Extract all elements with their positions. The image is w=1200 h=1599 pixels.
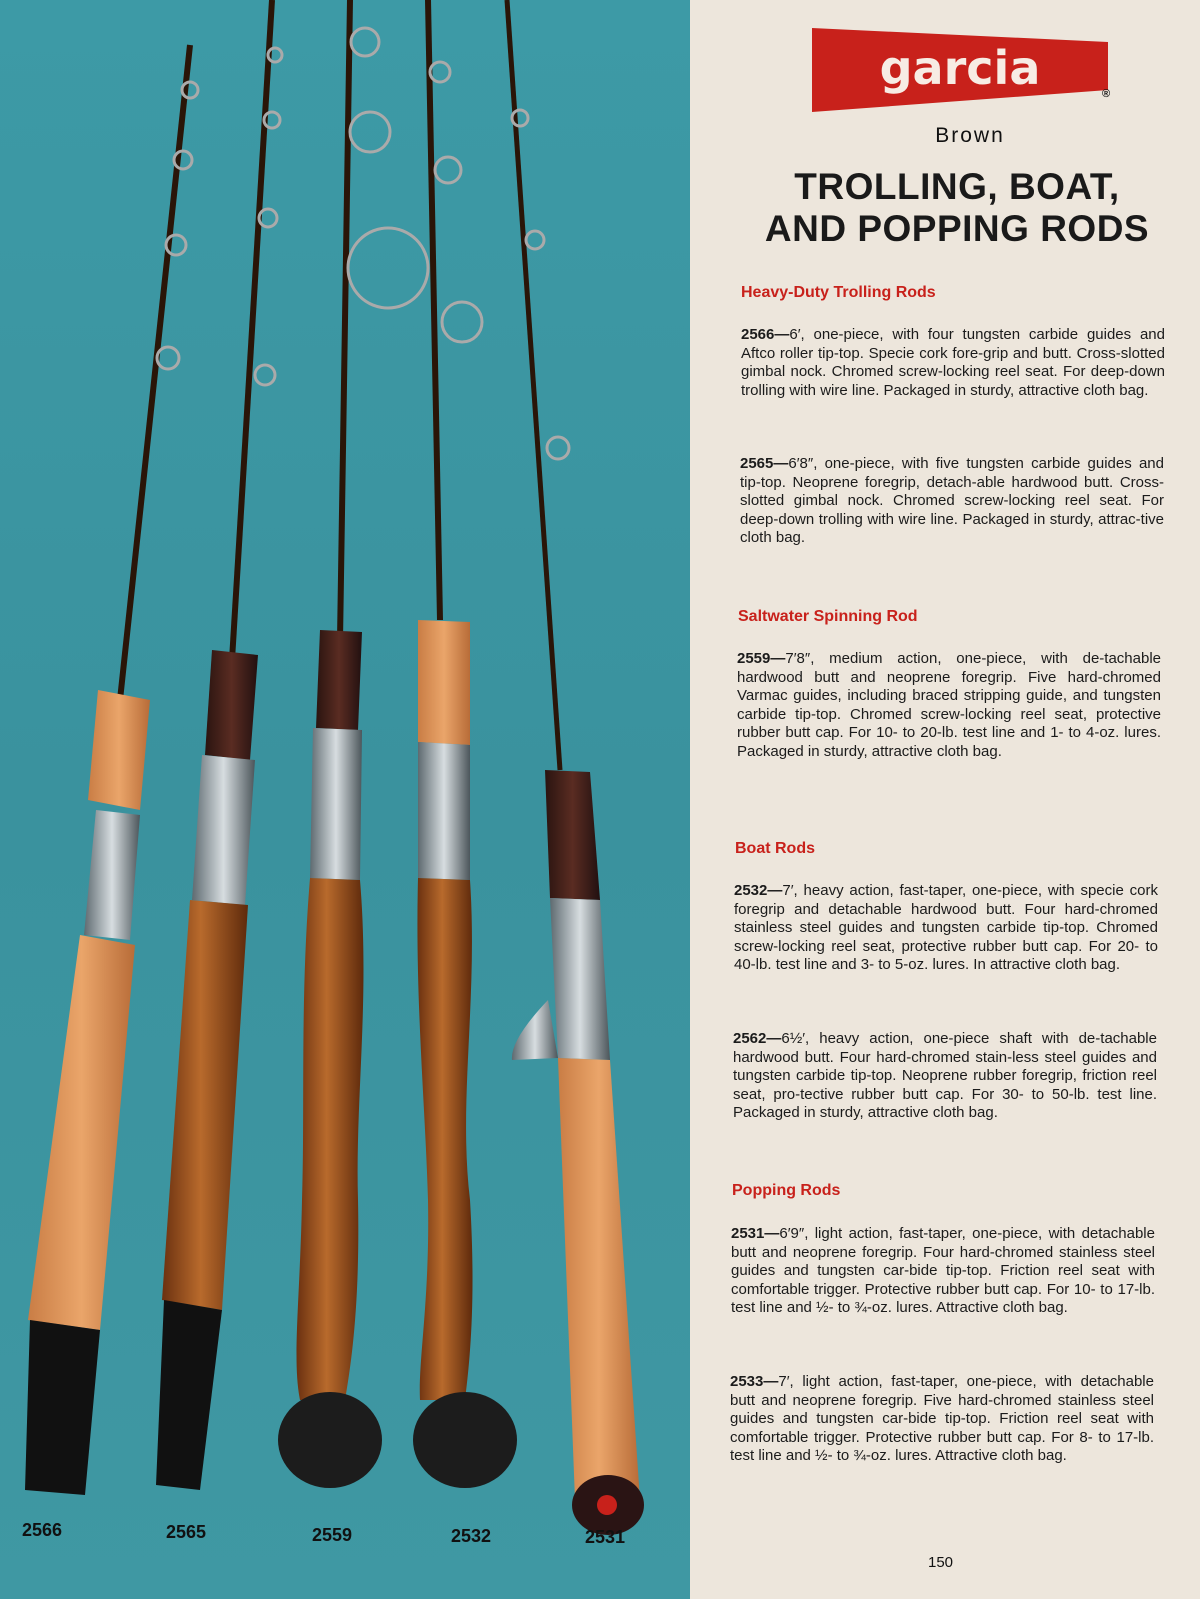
section-heading: Boat Rods [735,840,815,857]
rod-2532 [413,0,517,1488]
product-description: , heavy action, fast-taper, one-piece, with specie cork foregrip and detachable hardwood butt. Four hard-chromed stainless steel guides and tungsten carbide tip-top. Chromed screw-locking reel seat, protective rubber butt cap. For 20- to 40-lb. test line and 3- to 5-oz. lures. In attractive cloth bag. [734,882,1158,974]
rod-2559 [278,0,428,1488]
garcia-logo [812,28,1111,112]
product-entry: 2565—6′8″, one-piece, with five tungsten carbide guides and tip-top. Neoprene foregrip, detach-able hardwood butt. Cross-slotted gimbal nock. Chromed screw-locking reel seat. For deep-down trolling with wire line. Packaged in sturdy, attrac-tive cloth bag. [740,455,1164,547]
model-spec: 7′ [782,882,794,899]
rod-2565 [156,0,282,1490]
model-spec: 6½′ [781,1030,806,1047]
product-description: , one-piece, with four tungsten carbide guides and Aftco roller tip-top. Specie cork fore-grip and butt. Cross-slotted gimbal nock. Chromed screw-locking reel seat. For deep-down trolling with wire line. Packaged in sturdy, attractive cloth bag. [741,326,1165,399]
model-spec: 6′ [789,326,801,343]
rod-label: 2531 [585,1527,626,1547]
model-number: 2562 [733,1030,767,1047]
model-number: 2566 [741,326,775,343]
model-number: 2531 [731,1225,765,1242]
model-number: 2559 [737,650,771,667]
section-heading: Saltwater Spinning Rod [738,608,918,625]
sub-brand: Brown [935,124,1005,147]
product-description: , one-piece, with five tungsten carbide guides and tip-top. Neoprene foregrip, detach-able hardwood butt. Cross-slotted gimbal nock. Chromed screw-locking reel seat. For deep-down trolling with wire line. Packaged in sturdy, attrac-tive cloth bag. [740,455,1164,547]
model-spec: 6′9″ [779,1225,805,1242]
rod-label: 2565 [166,1522,207,1542]
model-spec: 7′8″ [785,650,811,667]
product-entry: 2566—6′, one-piece, with four tungsten carbide guides and Aftco roller tip-top. Specie cork fore-grip and butt. Cross-slotted gimbal nock. Chromed screw-locking reel seat. For deep-down trolling with wire line. Packaged in sturdy, attractive cloth bag. [741,326,1165,399]
rod-label: 2532 [451,1526,492,1546]
product-entry: 2559—7′8″, medium action, one-piece, with de-tachable hardwood butt and neoprene foregrip. Five hard-chromed Varmac guides, including braced stripping guide, and tungsten carbide tip-top. Chromed screw-locking reel seat, protective rubber butt cap. For 10- to 20-lb. test line and 1- to 4-oz. lures. Packaged in sturdy, attractive cloth bag. [737,650,1161,760]
product-entry: 2562—6½′, heavy action, one-piece shaft with de-tachable hardwood butt. Four hard-chromed stain-less steel guides and tungsten carbide tip-top. Neoprene rubber foregrip, friction reel seat, pro-tective rubber butt cap. For 30- to 50-lb. test line. Packaged in sturdy, attractive cloth bag. [733,1030,1157,1122]
title-line-2: AND POPPING RODS [764,208,1150,249]
product-entry: 2531—6′9″, light action, fast-taper, one-piece, with detachable butt and neoprene foregrip. Four hard-chromed stainless steel guides and tungsten car-bide tip-top. Friction reel seat with comfortable trigger. Protective rubber butt cap. For 10- to 17-lb. test line and ½- to ¾-oz. lures. Attractive cloth bag. [731,1225,1155,1317]
model-number: 2565 [740,455,774,472]
product-description: , medium action, one-piece, with de-tachable hardwood butt and neoprene foregrip. Five hard-chromed Varmac guides, including braced stripping guide, and tungsten carbide tip-top. Chromed screw-locking reel seat, protective rubber butt cap. For 10- to 20-lb. test line and 1- to 4-oz. lures. Packaged in sturdy, attractive cloth bag. [737,650,1161,760]
product-entry: 2533—7′, light action, fast-taper, one-piece, with detachable butt and neoprene foregrip. Five hard-chromed stainless steel guides and tungsten car-bide tip-top. Friction reel seat with comfortable trigger. Protective rubber butt cap. For 8- to 17-lb. test line and ½- to ¾-oz. lures. Attractive cloth bag. [730,1373,1154,1465]
product-description: , light action, fast-taper, one-piece, with detachable butt and neoprene foregrip. Four hard-chromed stainless steel guides and tungsten car-bide tip-top. Friction reel seat with comfortable trigger. Protective rubber butt cap. For 10- to 17-lb. test line and ½- to ¾-oz. lures. Attractive cloth bag. [731,1225,1155,1317]
section-heading: Popping Rods [732,1182,841,1199]
title-line-1: TROLLING, BOAT, [794,166,1120,207]
model-number: 2533 [730,1373,764,1390]
logo-text: garcia [879,41,1041,95]
page-number: 150 [928,1554,954,1571]
product-description: , light action, fast-taper, one-piece, with detachable butt and neoprene foregrip. Five hard-chromed stainless steel guides and tungsten car-bide tip-top. Friction reel seat with comfortable trigger. Protective rubber butt cap. For 8- to 17-lb. test line and ½- to ¾-oz. lures. Attractive cloth bag. [730,1373,1154,1465]
rod-label: 2559 [312,1525,353,1545]
rod-label: 2566 [22,1520,63,1540]
product-description: , heavy action, one-piece shaft with de-tachable hardwood butt. Four hard-chromed stain-less steel guides and tungsten carbide tip-top. Neoprene rubber foregrip, friction reel seat, pro-tective rubber butt cap. For 30- to 50-lb. test line. Packaged in sturdy, attractive cloth bag. [733,1030,1157,1122]
section-heading: Heavy-Duty Trolling Rods [741,284,936,301]
rod-2531 [507,0,644,1535]
model-spec: 7′ [778,1373,790,1390]
registered-mark: ® [1102,88,1111,100]
model-spec: 6′8″ [788,455,814,472]
model-number: 2532 [734,882,768,899]
product-entry: 2532—7′, heavy action, fast-taper, one-piece, with specie cork foregrip and detachable hardwood butt. Four hard-chromed stainless steel guides and tungsten carbide tip-top. Chromed screw-locking reel seat, protective rubber butt cap. For 20- to 40-lb. test line and 3- to 5-oz. lures. In attractive cloth bag. [734,882,1158,974]
page-title [742,166,1172,250]
